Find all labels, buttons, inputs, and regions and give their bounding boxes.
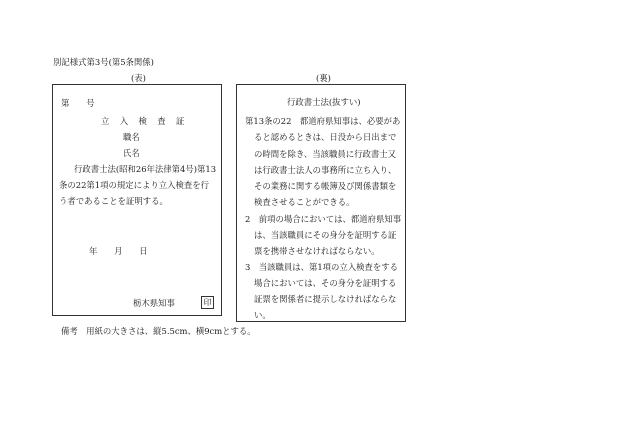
front-card (52, 84, 222, 316)
article-line-4: は行政書士法人の事務所に立ち入り、 (254, 165, 397, 175)
back-side-label: (裏) (316, 73, 331, 83)
article-line-3: の時間を除き、当該職員に行政書士又 (254, 149, 397, 159)
para3-line-3: 証票を関係者に提示しなければならな (254, 294, 397, 304)
date-label: 年 月 日 (89, 246, 148, 256)
number-label: 第 号 (61, 98, 95, 108)
post-label: 職名 (123, 132, 140, 142)
para3-line-1: 3 当該職員は、第1項の立入検査をする (245, 262, 399, 272)
front-body-line-3: う者であることを証明する。 (59, 196, 168, 206)
article-line-1: 第13条の22 都道府県知事は、必要があ (245, 116, 401, 126)
article-line-6: 検査させることができる。 (254, 197, 355, 207)
article-line-5: その業務に関する帳簿及び関係書類を (254, 181, 397, 191)
article-line-2: ると認めるときは、日没から日出まで (254, 132, 397, 142)
back-heading: 行政書士法(抜すい) (287, 97, 361, 107)
size-note: 備考 用紙の大きさは、縦5.5cm、横9cmとする。 (61, 326, 256, 336)
form-title: 別記様式第3号(第5条関係) (53, 57, 154, 67)
front-body-line-1: 行政書士法(昭和26年法律第4号)第13 (74, 164, 217, 174)
para2-line-3: 票を携帯させなければならない。 (254, 246, 380, 256)
issuer-name: 栃木県知事 (133, 298, 175, 308)
para2-line-2: は、当該職員にその身分を証明する証 (254, 230, 397, 240)
para2-line-1: 2 前項の場合においては、都道府県知事 (245, 214, 402, 224)
back-card (236, 84, 406, 322)
name-label: 氏名 (123, 148, 140, 158)
para3-line-2: 場合においては、その身分を証明する (254, 278, 397, 288)
cert-title: 立 入 検 査 証 (101, 116, 186, 126)
seal-stamp: 印 (201, 296, 214, 309)
front-body-line-2: 条の22第1項の規定により立入検査を行 (59, 180, 209, 190)
front-side-label: (表) (131, 73, 146, 83)
para3-line-4: い。 (254, 310, 271, 320)
